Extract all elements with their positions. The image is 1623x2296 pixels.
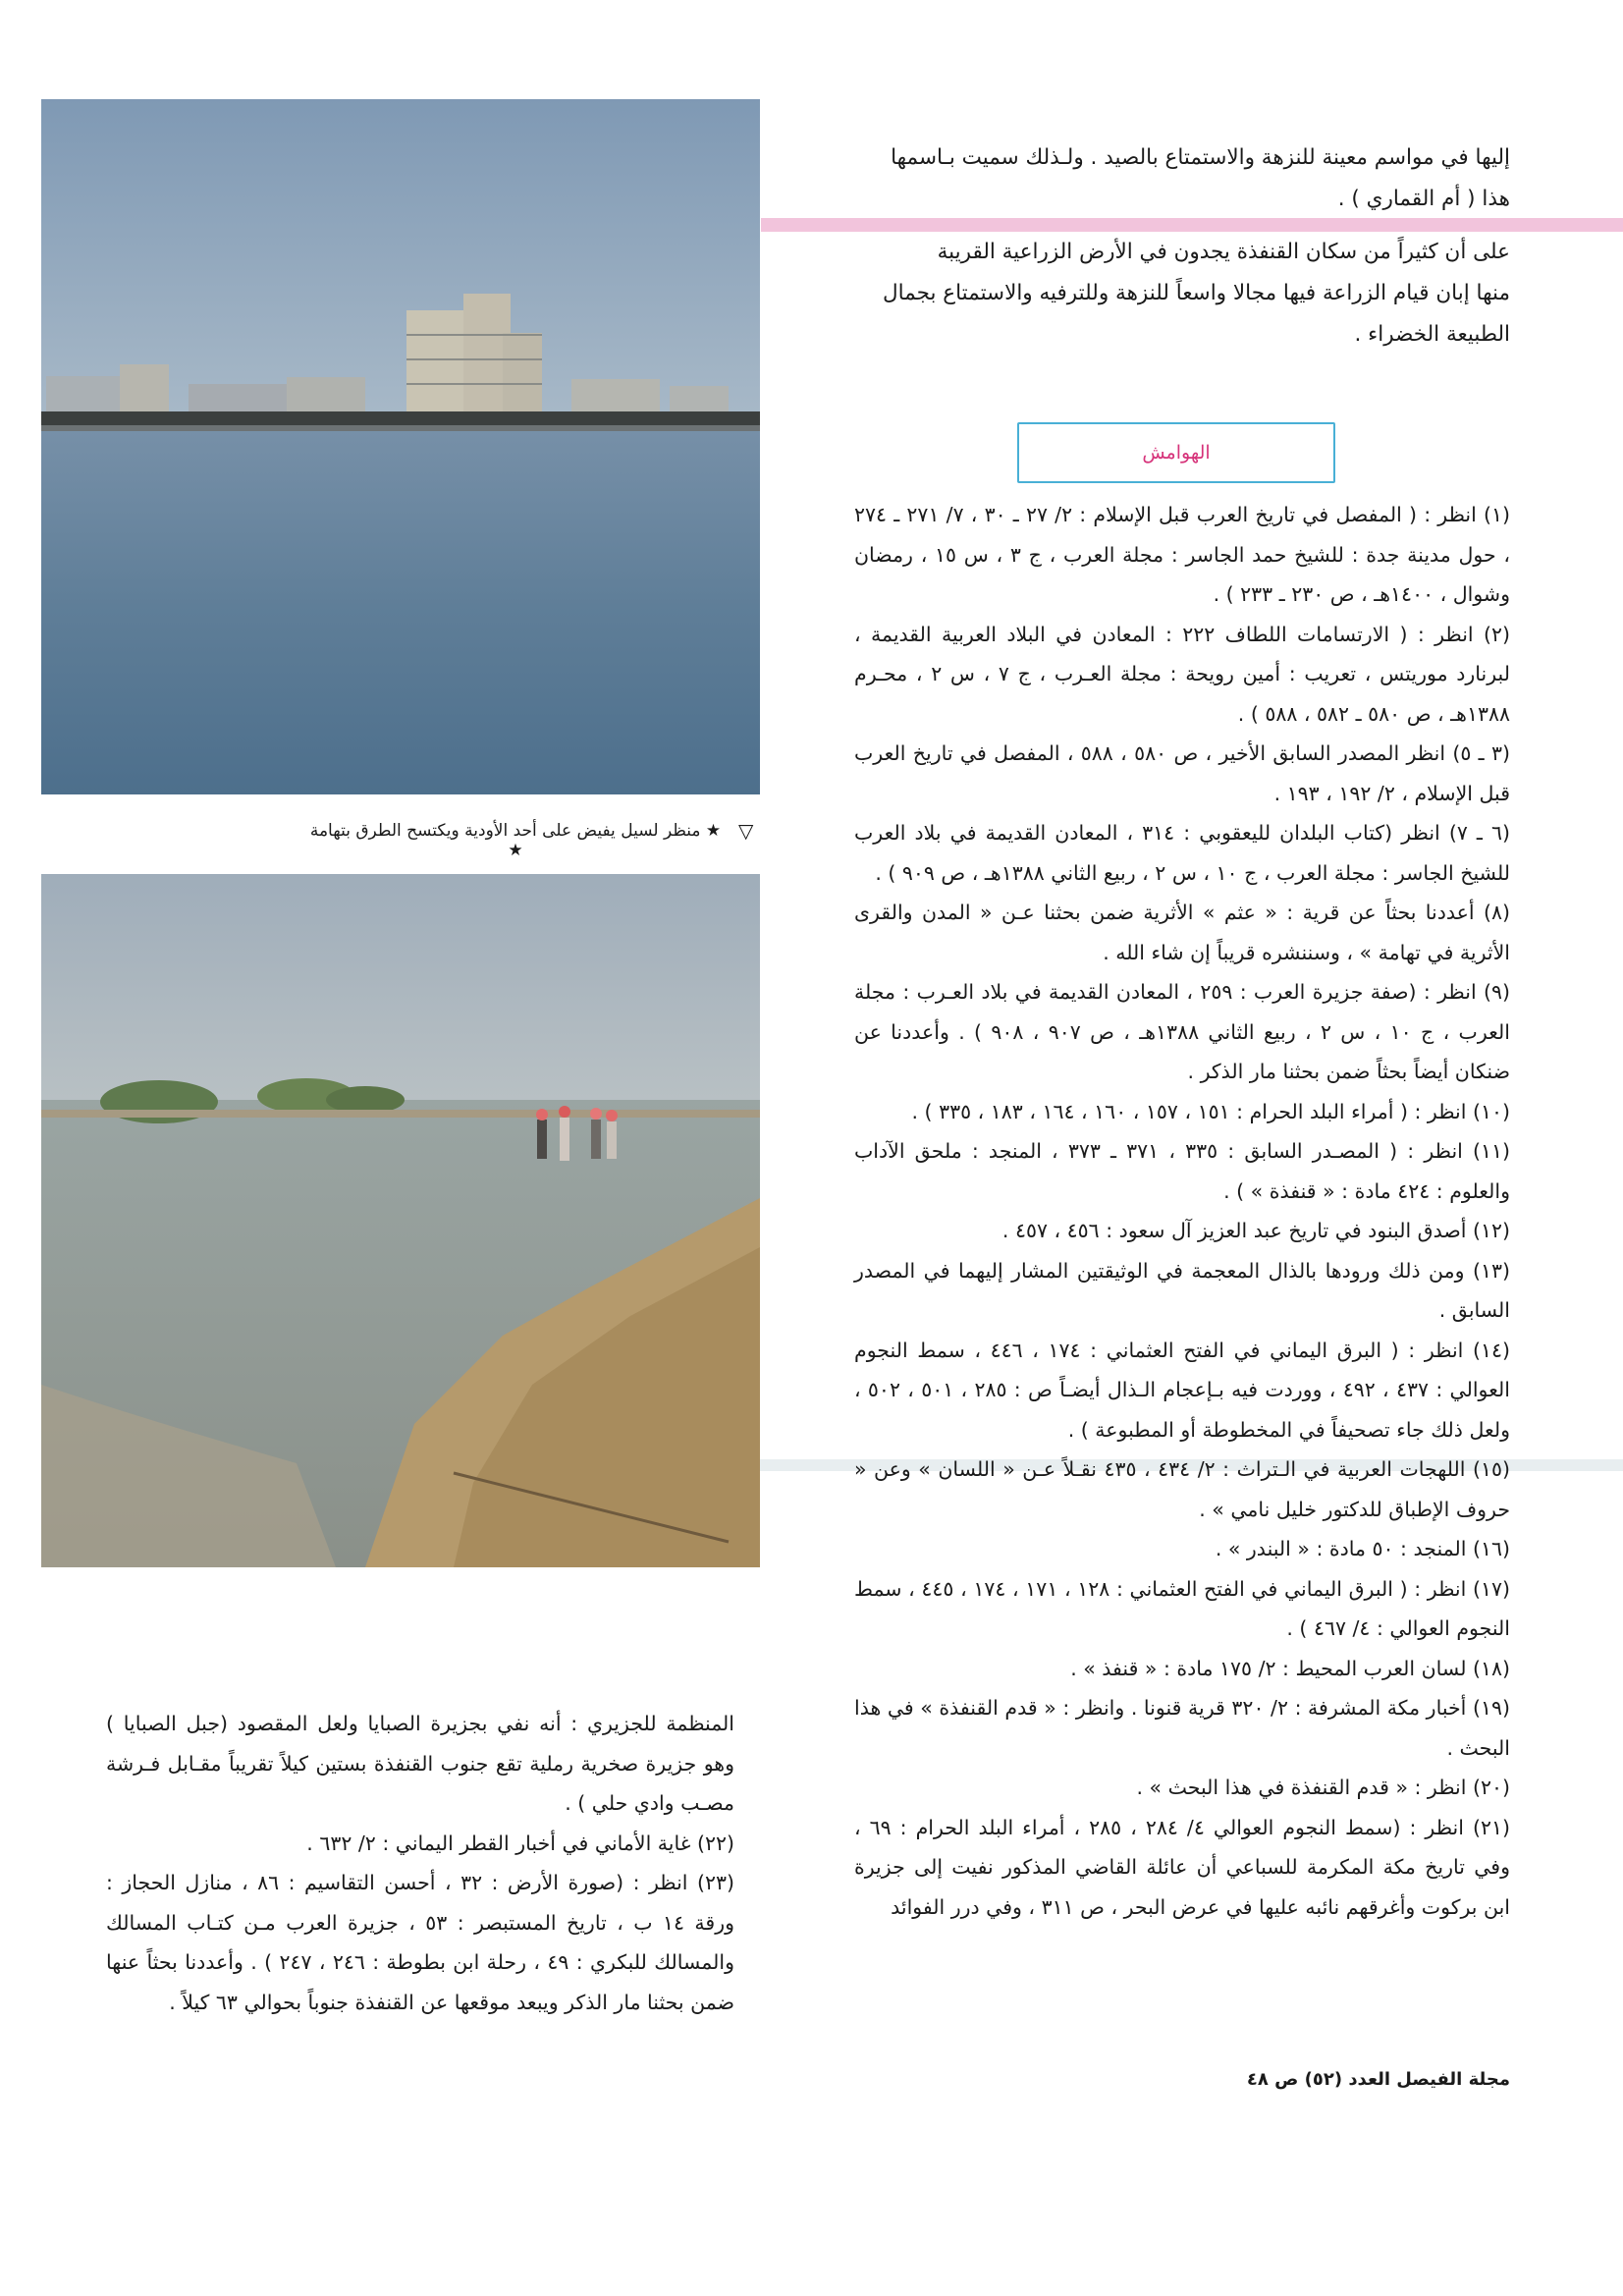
footnote-9: (٩) انظر : (صفة جزيرة العرب : ٢٥٩ ، المعادن القديمة في بلاد العـرب : مجلة العرب ، ج ١٠ ، س ٢ ، ربيع الثاني ١٣٨٨هـ ، ص ٩٠٧ ، ٩٠٨ ) . وأعددنا عن ضنكان أيضاً بحثاً ضمن بحثنا مار الذكر . xyxy=(854,980,1510,1083)
footnote-16: (١٦) المنجد : ٥٠ مادة : « البندر » . xyxy=(1215,1537,1510,1560)
page-footer xyxy=(1080,2069,1510,2090)
footnote-10: (١٠) انظر : ( أمراء البلد الحرام : ١٥١ ، ١٥٧ ، ١٦٠ ، ١٦٤ ، ١٨٣ ، ٣٣٥ ) . xyxy=(911,1099,1510,1123)
intro-line: إليها في مواسم معينة للنزهة والاستمتاع بالصيد . ولـذلك سميت بـاسمها xyxy=(891,145,1510,170)
intro-line: هذا ( أم القماري ) . xyxy=(1337,187,1510,211)
photo-caption xyxy=(304,821,727,860)
photo-wadi-flood xyxy=(41,874,760,1567)
footnote-22: (٢٢) غاية الأماني في أخبار القطر اليماني : ٢/ ٦٣٢ . xyxy=(306,1831,734,1855)
notes-heading-box xyxy=(1017,422,1335,483)
intro-line: على أن كثيراً من سكان القنفذة يجدون في الأرض الزراعية القريبة xyxy=(937,240,1510,264)
footnote-23: (٢٣) انظر : (صورة الأرض : ٣٢ ، أحسن التقاسيم : ٨٦ ، منازل الحجاز : ورقة ١٤ ب ، تاريخ المستبصر : ٥٣ ، جزيرة العرب مـن كتـاب المسالك والمسالك للبكري : ٤٩ ، رحلة ابن بطوطة : ٢٤٦ ، ٢٤٧ ) . وأعددنا بحثاً عنها ضمن بحثنا مار الذكر ويبعد موقعها عن القنفذة جنوباً بحوالي ٦٣ كيلاً . xyxy=(106,1871,734,2014)
notes-heading: الهوامش xyxy=(1142,442,1211,464)
footnote-20: (٢٠) انظر : « قدم القنفذة في هذا البحث » . xyxy=(1136,1776,1510,1799)
footnote-6-7: (٦ ـ ٧) انظر (كتاب البلدان لليعقوبي : ٣١٤ ، المعادن القديمة في بلاد العرب للشيخ الجاسر : مجلة العرب ، ج ١٠ ، س ٢ ، ربيع الثاني ١٣٨٨هـ ، ص ٩٠٩ ) . xyxy=(854,821,1511,885)
footnote-8: (٨) أعددنا بحثاً عن قرية : « عثم » الأثرية ضمن بحثنا عـن « المدن والقرى الأثرية في تهامة » ، وسننشره قريباً إن شاء الله . xyxy=(854,901,1510,964)
footnotes-left xyxy=(106,1704,734,2022)
footnote-18: (١٨) لسان العرب المحيط : ٢/ ١٧٥ مادة : « قنفذ » . xyxy=(1070,1656,1510,1680)
footnote-19: (١٩) أخبار مكة المشرفة : ٢/ ٣٢٠ قرية قنونا . وانظر : « قدم القنفذة » في هذا البحث . xyxy=(854,1696,1510,1760)
footnote-3-5: (٣ ـ ٥) انظر المصدر السابق الأخير ، ص ٥٨٠ ، ٥٨٨ ، المفصل في تاريخ العرب قبل الإسلام ، ٢/ ١٩٢ ، ١٩٣ . xyxy=(854,741,1510,805)
footnote-11: (١١) انظر : ( المصـدر السابق : ٣٣٥ ، ٣٧١ ـ ٣٧٣ ، المنجد : ملحق الآداب والعلوم : ٤٢٤ مادة : « قنفذة » ) . xyxy=(854,1139,1511,1203)
intro-line: الطبيعة الخضراء . xyxy=(1354,322,1510,347)
caption-marker-icon: ▽ xyxy=(738,819,754,843)
footnote-1: (١) انظر : ( المفصل في تاريخ العرب قبل الإسلام : ٢/ ٢٧ ـ ٣٠ ، ٧/ ٢٧١ ـ ٢٧٤ ، حول مدينة جدة : للشيخ حمد الجاسر : مجلة العرب ، ج ٣ ، س ١٥ ، رمضان وشوال ، ١٤٠٠هـ ، ص ٢٣٠ ـ ٢٣٣ ) . xyxy=(854,503,1510,606)
footnote-15: (١٥) اللهجات العربية في الـتراث : ٢/ ٤٣٤ ، ٤٣٥ نقـلاً عـن « اللسان » وعن « حروف الإطباق للدكتور خليل نامي » . xyxy=(854,1457,1510,1521)
intro-line: منها إبان قيام الزراعة فيها مجالا واسعاً للنزهة وللترفيه والاستمتاع بجمال xyxy=(882,281,1510,305)
photo-coastal-buildings xyxy=(41,99,760,794)
footnote-12: (١٢) أصدق البنود في تاريخ عبد العزيز آل سعود : ٤٥٦ ، ٤٥٧ . xyxy=(1001,1219,1510,1242)
footnotes-right xyxy=(854,495,1510,1927)
footnote-21: (٢١) انظر : (سمط النجوم العوالي ٤/ ٢٨٤ ، ٢٨٥ ، أمراء البلد الحرام : ٦٩ ، وفي تاريخ مكة المكرمة للسباعي أن عائلة القاضي المذكور نفيت إلى جزيرة ابن بركوت وأغرقهم نائبه عليها في عرض البحر ، ص ٣١١ ، وفي درر الفوائد xyxy=(854,1815,1510,1919)
footnote-13: (١٣) ومن ذلك ورودها بالذال المعجمة في الوثيقتين المشار إليهما في المصدر السابق . xyxy=(854,1258,1510,1322)
footnote-14: (١٤) انظر : ( البرق اليماني في الفتح العثماني : ١٧٤ ، ٤٤٦ ، سمط النجوم العوالي : ٤٣٧ ، ٤٩٢ ، ووردت فيه بـإعجام الـذال أيضـاً ص : ٢٨٥ ، ٥٠١ ، ٥٠٢ ، ولعل ذلك جاء تصحيفاً في المخطوطة أو المطبوعة ) . xyxy=(854,1338,1511,1442)
footnote-21-cont: المنظمة للجزيري : أنه نفي بجزيرة الصبايا ولعل المقصود (جبل الصبايا ) وهو جزيرة صخرية رملية تقع جنوب القنفذة بستين كيلاً تقريباً مقـابل فـرشة مصـب وادي حلي ) . xyxy=(106,1712,734,1815)
footer-text: مجلة الفيصل العدد (٥٢) ص ٤٨ xyxy=(1246,2069,1510,2090)
footnote-2: (٢) انظر : ( الارتسامات اللطاف ٢٢٢ : المعادن في البلاد العربية القديمة ، لبرنارد موريتس ، تعريب : أمين رويحة : مجلة العـرب ، ج ٧ ، س ٢ ، محـرم ١٣٨٨هـ ، ص ٥٨٠ ـ ٥٨٢ ، ٥٨٨ ) . xyxy=(854,622,1510,726)
footnote-17: (١٧) انظر : ( البرق اليماني في الفتح العثماني : ١٢٨ ، ١٧١ ، ١٧٤ ، ٤٤٥ ، سمط النجوم العوالي : ٤/ ٤٦٧ ) . xyxy=(854,1576,1510,1640)
caption-text: ★ منظر لسيل يفيض على أحد الأودية ويكتسح الطرق بتهامة ★ xyxy=(309,821,722,860)
intro-text xyxy=(854,137,1510,355)
